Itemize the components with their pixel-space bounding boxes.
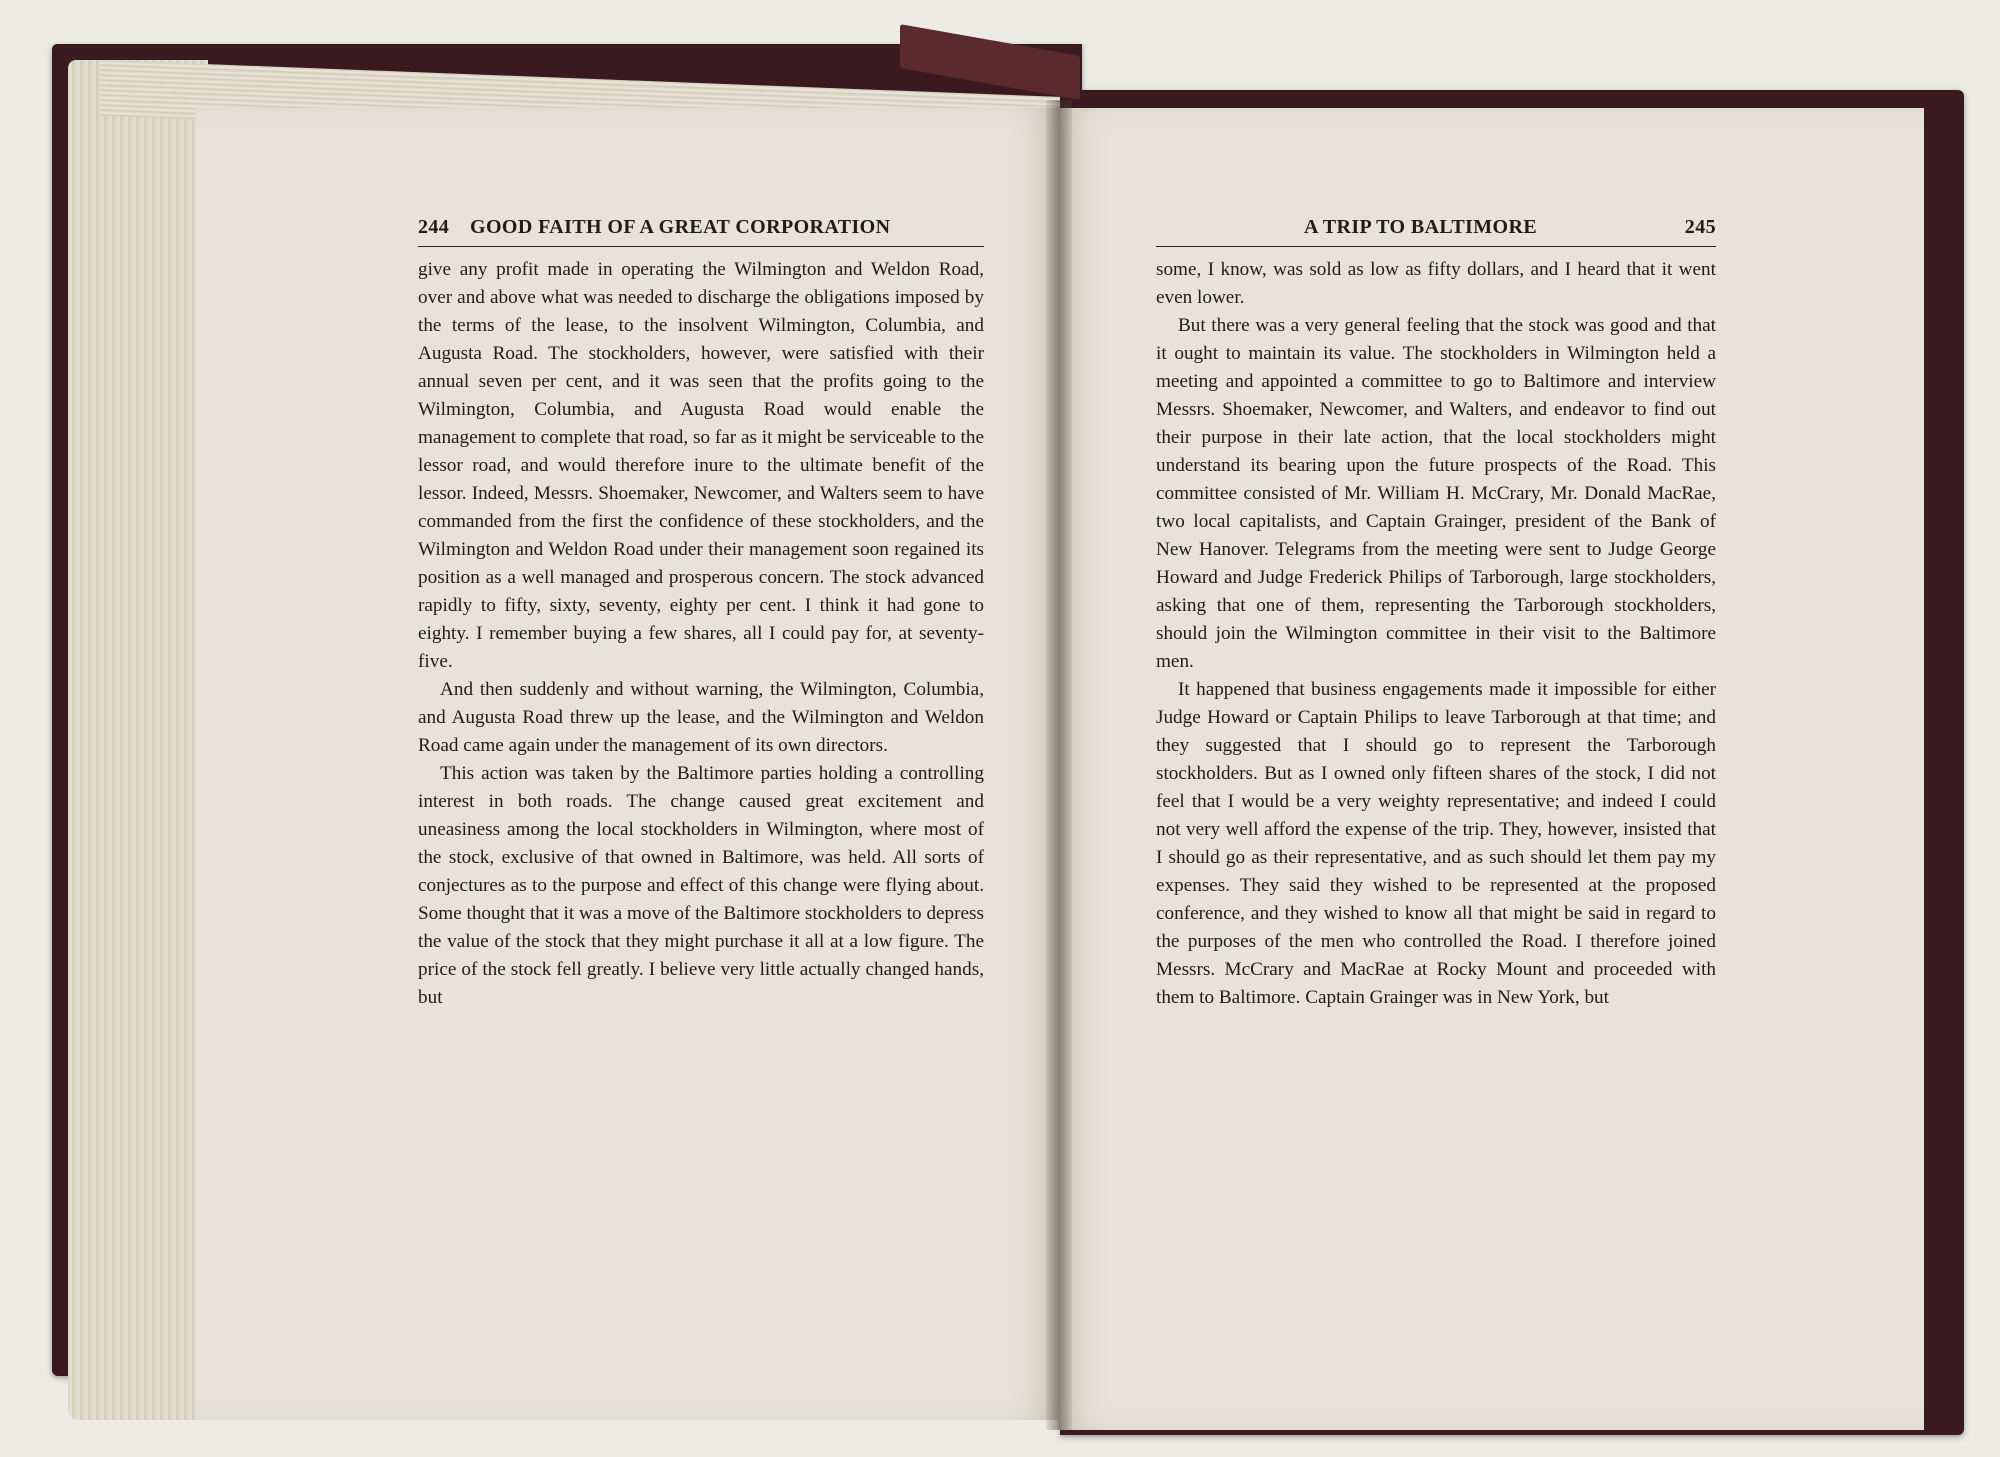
left-page xyxy=(196,108,1058,1420)
left-paragraph-1: give any profit made in operating the Wilmington and Weldon Road, over and above what was needed to discharge the obligations imposed by the terms of the lease, to the insolvent Wilmington, Columbia, and Augusta Road. The stockholders, however, were satisfied with their annual seven per cent, and it was seen that the profits going to the Wilmington, Columbia, and Augusta Road would enable the management to complete that road, so far as it might be serviceable to the lessor road, and would therefore inure to the ultimate benefit of the lessor. Indeed, Messrs. Shoemaker, Newcomer, and Walters seem to have commanded from the first the confidence of these stockholders, and the Wilmington and Weldon Road under their management soon regained its position as a well managed and prosperous concern. The stock advanced rapidly to fifty, sixty, seventy, eighty per cent. I think it had gone to eighty. I remember buying a few shares, all I could pay for, at seventy-five. xyxy=(418,259,984,672)
right-paragraph-3: It happened that business engagements made it impossible for either Judge Howard or Captain Philips to leave Tarborough at that time; and they suggested that I should go to represent the Tarborough stockholders. But as I owned only fifteen shares of the stock, I did not feel that I would be a very weighty representative; and indeed I could not very well afford the expense of the trip. They, however, insisted that I should go as their representative, and as such should let them pay my expenses. They said they wished to be represented at the proposed conference, and they wished to know all that might be said in regard to the purposes of the men who controlled the Road. I therefore joined Messrs. McCrary and MacRae at Rocky Mount and proceeded with them to Baltimore. Captain Grainger was in New York, but xyxy=(1156,679,1716,1008)
left-paragraph-3: This action was taken by the Baltimore parties holding a controlling interest in both roads. The change caused great excitement and uneasiness among the local stockholders in Wilmington, where most of the stock, exclusive of that owned in Baltimore, was held. All sorts of conjectures as to the purpose and effect of this change were flying about. Some thought that it was a move of the Baltimore stockholders to depress the value of the stock that they might purchase it all at a low figure. The price of the stock fell greatly. I believe very little actually changed hands, but xyxy=(418,763,984,1008)
left-page-body xyxy=(418,256,984,1012)
right-page xyxy=(1058,108,1924,1430)
right-running-head xyxy=(1156,216,1716,247)
book-gutter xyxy=(1046,100,1072,1430)
page-block-edges xyxy=(68,60,208,1420)
left-running-head-title: GOOD FAITH OF A GREAT CORPORATION xyxy=(470,216,891,238)
right-page-number: 245 xyxy=(1684,216,1716,238)
left-page-number: 244 xyxy=(418,216,450,238)
left-running-head xyxy=(418,216,984,247)
right-running-head-title: A TRIP TO BALTIMORE xyxy=(1304,216,1538,238)
left-paragraph-2: And then suddenly and without warning, the Wilmington, Columbia, and Augusta Road threw up the lease, and the Wilmington and Weldon Road came again under the management of its own directors. xyxy=(418,679,984,756)
right-page-body xyxy=(1156,256,1716,1012)
right-paragraph-1: some, I know, was sold as low as fifty dollars, and I heard that it went even lower. xyxy=(1156,259,1716,308)
right-paragraph-2: But there was a very general feeling that the stock was good and that it ought to maintain its value. The stockholders in Wilmington held a meeting and appointed a committee to go to Baltimore and interview Messrs. Shoemaker, Newcomer, and Walters, and endeavor to find out their purpose in their late action, that the local stockholders might understand its bearing upon the future prospects of the Road. This committee consisted of Mr. William H. McCrary, Mr. Donald MacRae, two local capitalists, and Captain Grainger, president of the Bank of New Hanover. Telegrams from the meeting were sent to Judge George Howard and Judge Frederick Philips of Tarborough, large stockholders, asking that one of them, representing the Tarborough stockholders, should join the Wilmington committee in their visit to the Baltimore men. xyxy=(1156,315,1716,672)
